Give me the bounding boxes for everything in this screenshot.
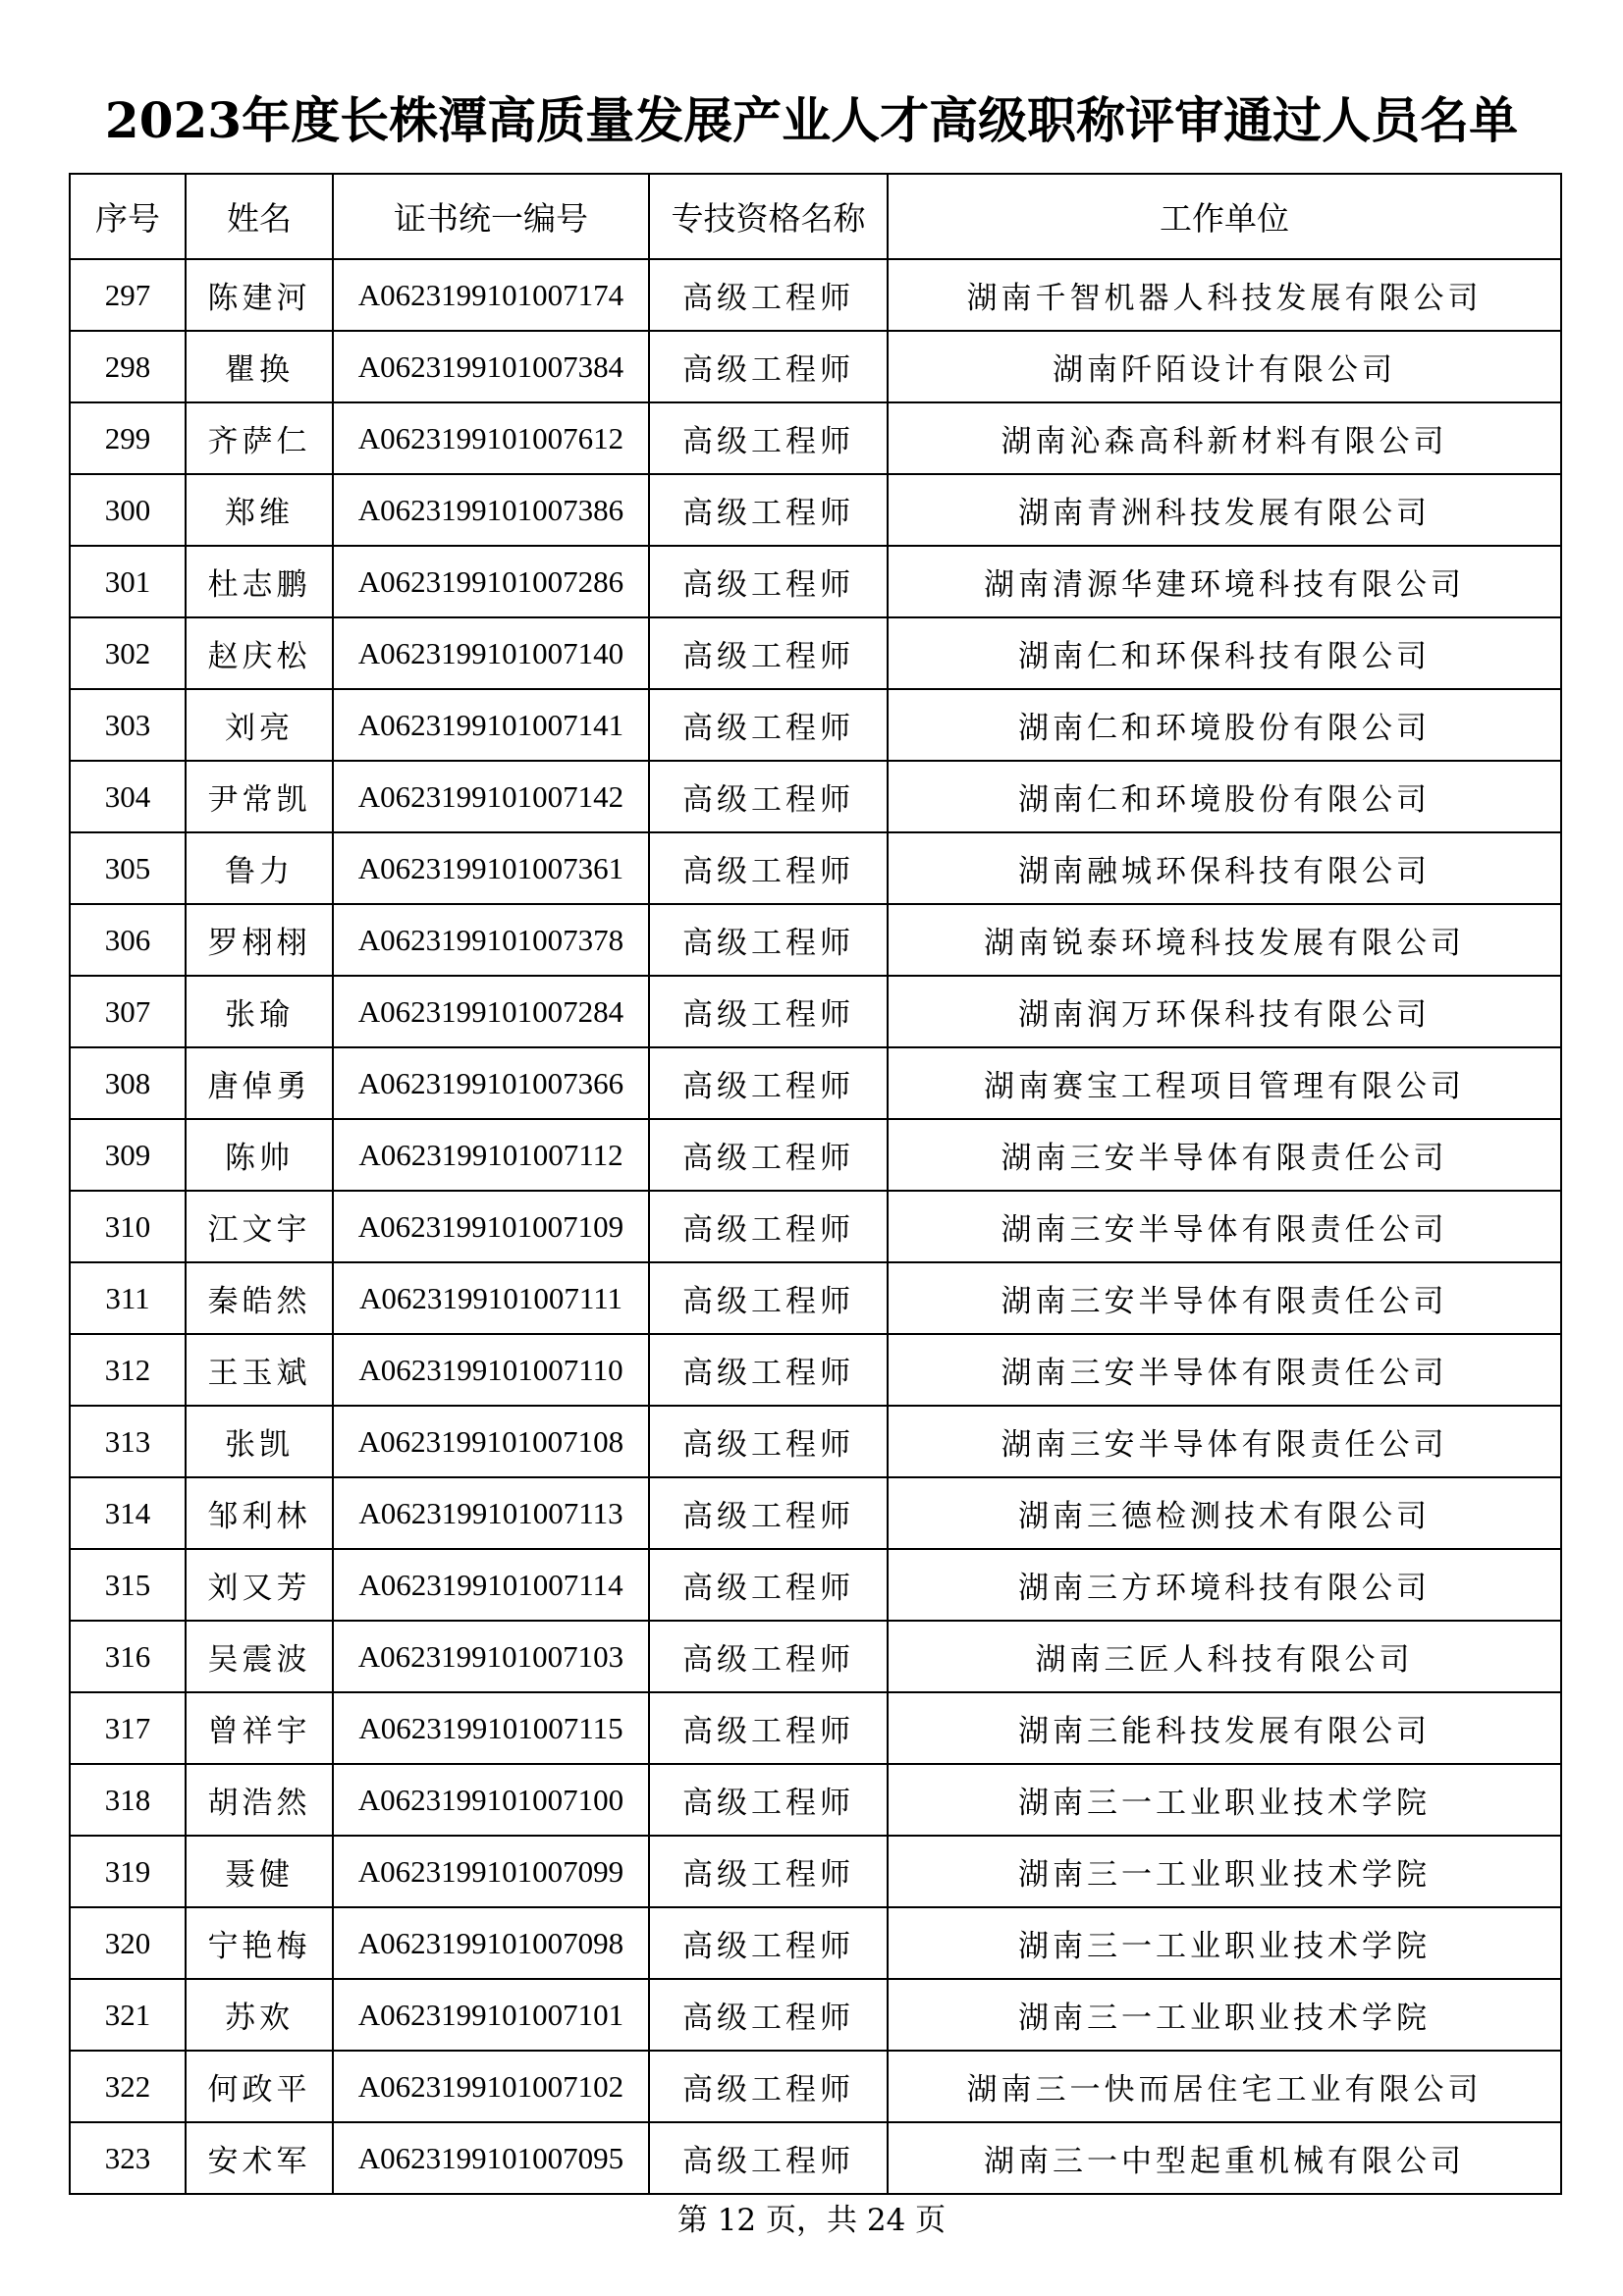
cell-qual: 高级工程师 xyxy=(649,617,888,689)
table-header-row xyxy=(70,174,1561,259)
table-row xyxy=(70,617,1561,689)
cell-name: 唐倬勇 xyxy=(186,1047,333,1119)
table-body xyxy=(70,259,1561,2194)
header-unit: 工作单位 xyxy=(888,174,1561,259)
cell-unit: 湖南三安半导体有限责任公司 xyxy=(888,1406,1561,1477)
cell-qual: 高级工程师 xyxy=(649,474,888,546)
cell-cert: A0623199101007140 xyxy=(333,617,649,689)
cell-name: 陈建河 xyxy=(186,259,333,331)
cell-seq: 316 xyxy=(70,1621,186,1692)
cell-name: 杜志鹏 xyxy=(186,546,333,617)
cell-seq: 318 xyxy=(70,1764,186,1836)
cell-name: 曾祥宇 xyxy=(186,1692,333,1764)
table-row xyxy=(70,259,1561,331)
cell-name: 宁艳梅 xyxy=(186,1907,333,1979)
document-title: 2023年度长株潭高质量发展产业人才高级职称评审通过人员名单 xyxy=(104,91,1519,149)
cell-cert: A0623199101007109 xyxy=(333,1191,649,1262)
cell-unit: 湖南三一工业职业技术学院 xyxy=(888,1764,1561,1836)
cell-qual: 高级工程师 xyxy=(649,1621,888,1692)
table-row xyxy=(70,689,1561,761)
cell-qual: 高级工程师 xyxy=(649,689,888,761)
table-row xyxy=(70,1119,1561,1191)
cell-seq: 320 xyxy=(70,1907,186,1979)
cell-seq: 301 xyxy=(70,546,186,617)
cell-name: 何政平 xyxy=(186,2051,333,2122)
cell-cert: A0623199101007099 xyxy=(333,1836,649,1907)
cell-unit: 湖南三安半导体有限责任公司 xyxy=(888,1262,1561,1334)
cell-cert: A0623199101007366 xyxy=(333,1047,649,1119)
cell-name: 聂健 xyxy=(186,1836,333,1907)
cell-seq: 323 xyxy=(70,2122,186,2194)
cell-qual: 高级工程师 xyxy=(649,1692,888,1764)
cell-cert: A0623199101007100 xyxy=(333,1764,649,1836)
cell-unit: 湖南清源华建环境科技有限公司 xyxy=(888,546,1561,617)
cell-unit: 湖南三安半导体有限责任公司 xyxy=(888,1191,1561,1262)
cell-unit: 湖南千智机器人科技发展有限公司 xyxy=(888,259,1561,331)
table-row xyxy=(70,546,1561,617)
cell-cert: A0623199101007174 xyxy=(333,259,649,331)
cell-qual: 高级工程师 xyxy=(649,1477,888,1549)
cell-qual: 高级工程师 xyxy=(649,904,888,976)
cell-name: 瞿换 xyxy=(186,331,333,402)
cell-unit: 湖南三德检测技术有限公司 xyxy=(888,1477,1561,1549)
cell-name: 江文宇 xyxy=(186,1191,333,1262)
cell-cert: A0623199101007102 xyxy=(333,2051,649,2122)
cell-seq: 313 xyxy=(70,1406,186,1477)
cell-name: 尹常凯 xyxy=(186,761,333,832)
table-row xyxy=(70,331,1561,402)
cell-name: 陈帅 xyxy=(186,1119,333,1191)
cell-seq: 298 xyxy=(70,331,186,402)
table-row xyxy=(70,761,1561,832)
cell-name: 胡浩然 xyxy=(186,1764,333,1836)
cell-unit: 湖南三一工业职业技术学院 xyxy=(888,1907,1561,1979)
cell-seq: 322 xyxy=(70,2051,186,2122)
cell-qual: 高级工程师 xyxy=(649,1119,888,1191)
cell-name: 郑维 xyxy=(186,474,333,546)
header-qual: 专技资格名称 xyxy=(649,174,888,259)
table-row xyxy=(70,1406,1561,1477)
cell-cert: A0623199101007384 xyxy=(333,331,649,402)
cell-seq: 319 xyxy=(70,1836,186,1907)
cell-unit: 湖南阡陌设计有限公司 xyxy=(888,331,1561,402)
table-row xyxy=(70,1047,1561,1119)
table-row xyxy=(70,1621,1561,1692)
cell-name: 齐萨仁 xyxy=(186,402,333,474)
cell-qual: 高级工程师 xyxy=(649,1907,888,1979)
cell-seq: 315 xyxy=(70,1549,186,1621)
cell-name: 张凯 xyxy=(186,1406,333,1477)
table-row xyxy=(70,976,1561,1047)
cell-unit: 湖南三安半导体有限责任公司 xyxy=(888,1119,1561,1191)
header-cert: 证书统一编号 xyxy=(333,174,649,259)
cell-qual: 高级工程师 xyxy=(649,331,888,402)
cell-unit: 湖南仁和环保科技有限公司 xyxy=(888,617,1561,689)
table-row xyxy=(70,1764,1561,1836)
table-row xyxy=(70,474,1561,546)
cell-unit: 湖南锐泰环境科技发展有限公司 xyxy=(888,904,1561,976)
table-row xyxy=(70,1549,1561,1621)
cell-unit: 湖南三一工业职业技术学院 xyxy=(888,1836,1561,1907)
cell-name: 邹利林 xyxy=(186,1477,333,1549)
cell-qual: 高级工程师 xyxy=(649,832,888,904)
cell-name: 刘又芳 xyxy=(186,1549,333,1621)
cell-seq: 297 xyxy=(70,259,186,331)
cell-cert: A0623199101007111 xyxy=(333,1262,649,1334)
cell-cert: A0623199101007286 xyxy=(333,546,649,617)
cell-qual: 高级工程师 xyxy=(649,1406,888,1477)
cell-seq: 314 xyxy=(70,1477,186,1549)
cell-unit: 湖南三一中型起重机械有限公司 xyxy=(888,2122,1561,2194)
cell-cert: A0623199101007361 xyxy=(333,832,649,904)
cell-seq: 300 xyxy=(70,474,186,546)
cell-unit: 湖南三匠人科技有限公司 xyxy=(888,1621,1561,1692)
table-row xyxy=(70,832,1561,904)
table-row xyxy=(70,1907,1561,1979)
cell-seq: 305 xyxy=(70,832,186,904)
cell-unit: 湖南仁和环境股份有限公司 xyxy=(888,689,1561,761)
cell-seq: 317 xyxy=(70,1692,186,1764)
cell-cert: A0623199101007141 xyxy=(333,689,649,761)
cell-seq: 311 xyxy=(70,1262,186,1334)
cell-qual: 高级工程师 xyxy=(649,546,888,617)
table-row xyxy=(70,1979,1561,2051)
cell-qual: 高级工程师 xyxy=(649,1334,888,1406)
table-row xyxy=(70,2122,1561,2194)
cell-seq: 310 xyxy=(70,1191,186,1262)
table-row xyxy=(70,1836,1561,1907)
cell-unit: 湖南赛宝工程项目管理有限公司 xyxy=(888,1047,1561,1119)
cell-name: 张瑜 xyxy=(186,976,333,1047)
cell-cert: A0623199101007142 xyxy=(333,761,649,832)
cell-cert: A0623199101007114 xyxy=(333,1549,649,1621)
header-seq: 序号 xyxy=(70,174,186,259)
cell-seq: 302 xyxy=(70,617,186,689)
cell-cert: A0623199101007284 xyxy=(333,976,649,1047)
cell-cert: A0623199101007115 xyxy=(333,1692,649,1764)
cell-cert: A0623199101007101 xyxy=(333,1979,649,2051)
cell-name: 秦皓然 xyxy=(186,1262,333,1334)
cell-name: 赵庆松 xyxy=(186,617,333,689)
cell-seq: 303 xyxy=(70,689,186,761)
cell-seq: 304 xyxy=(70,761,186,832)
cell-qual: 高级工程师 xyxy=(649,1191,888,1262)
cell-cert: A0623199101007612 xyxy=(333,402,649,474)
header-name: 姓名 xyxy=(186,174,333,259)
table-row xyxy=(70,402,1561,474)
cell-seq: 307 xyxy=(70,976,186,1047)
page-footer: 第 12 页，共 24 页 xyxy=(676,2203,947,2238)
cell-unit: 湖南三能科技发展有限公司 xyxy=(888,1692,1561,1764)
cell-unit: 湖南三一快而居住宅工业有限公司 xyxy=(888,2051,1561,2122)
table-row xyxy=(70,1262,1561,1334)
cell-seq: 308 xyxy=(70,1047,186,1119)
cell-seq: 312 xyxy=(70,1334,186,1406)
cell-qual: 高级工程师 xyxy=(649,1262,888,1334)
cell-qual: 高级工程师 xyxy=(649,259,888,331)
cell-unit: 湖南沁森高科新材料有限公司 xyxy=(888,402,1561,474)
cell-name: 刘亮 xyxy=(186,689,333,761)
cell-cert: A0623199101007095 xyxy=(333,2122,649,2194)
cell-seq: 299 xyxy=(70,402,186,474)
cell-seq: 321 xyxy=(70,1979,186,2051)
cell-cert: A0623199101007110 xyxy=(333,1334,649,1406)
cell-seq: 306 xyxy=(70,904,186,976)
cell-cert: A0623199101007378 xyxy=(333,904,649,976)
cell-qual: 高级工程师 xyxy=(649,761,888,832)
cell-name: 苏欢 xyxy=(186,1979,333,2051)
cell-qual: 高级工程师 xyxy=(649,402,888,474)
cell-cert: A0623199101007098 xyxy=(333,1907,649,1979)
cell-cert: A0623199101007386 xyxy=(333,474,649,546)
cell-unit: 湖南润万环保科技有限公司 xyxy=(888,976,1561,1047)
cell-cert: A0623199101007113 xyxy=(333,1477,649,1549)
cell-qual: 高级工程师 xyxy=(649,976,888,1047)
cell-qual: 高级工程师 xyxy=(649,2122,888,2194)
cell-seq: 309 xyxy=(70,1119,186,1191)
cell-qual: 高级工程师 xyxy=(649,1979,888,2051)
cell-qual: 高级工程师 xyxy=(649,1047,888,1119)
cell-cert: A0623199101007112 xyxy=(333,1119,649,1191)
cell-unit: 湖南仁和环境股份有限公司 xyxy=(888,761,1561,832)
table-row xyxy=(70,2051,1561,2122)
cell-unit: 湖南三方环境科技有限公司 xyxy=(888,1549,1561,1621)
table-row xyxy=(70,904,1561,976)
cell-qual: 高级工程师 xyxy=(649,1549,888,1621)
cell-cert: A0623199101007108 xyxy=(333,1406,649,1477)
cell-qual: 高级工程师 xyxy=(649,1764,888,1836)
table-row xyxy=(70,1334,1561,1406)
cell-qual: 高级工程师 xyxy=(649,2051,888,2122)
table-row xyxy=(70,1477,1561,1549)
cell-name: 王玉斌 xyxy=(186,1334,333,1406)
cell-unit: 湖南青洲科技发展有限公司 xyxy=(888,474,1561,546)
table-row xyxy=(70,1692,1561,1764)
table-row xyxy=(70,1191,1561,1262)
cell-name: 罗栩栩 xyxy=(186,904,333,976)
cell-unit: 湖南三一工业职业技术学院 xyxy=(888,1979,1561,2051)
cell-name: 鲁力 xyxy=(186,832,333,904)
cell-unit: 湖南三安半导体有限责任公司 xyxy=(888,1334,1561,1406)
cell-name: 吴震波 xyxy=(186,1621,333,1692)
cell-name: 安术军 xyxy=(186,2122,333,2194)
cell-cert: A0623199101007103 xyxy=(333,1621,649,1692)
cell-qual: 高级工程师 xyxy=(649,1836,888,1907)
cell-unit: 湖南融城环保科技有限公司 xyxy=(888,832,1561,904)
personnel-table xyxy=(69,173,1562,2195)
